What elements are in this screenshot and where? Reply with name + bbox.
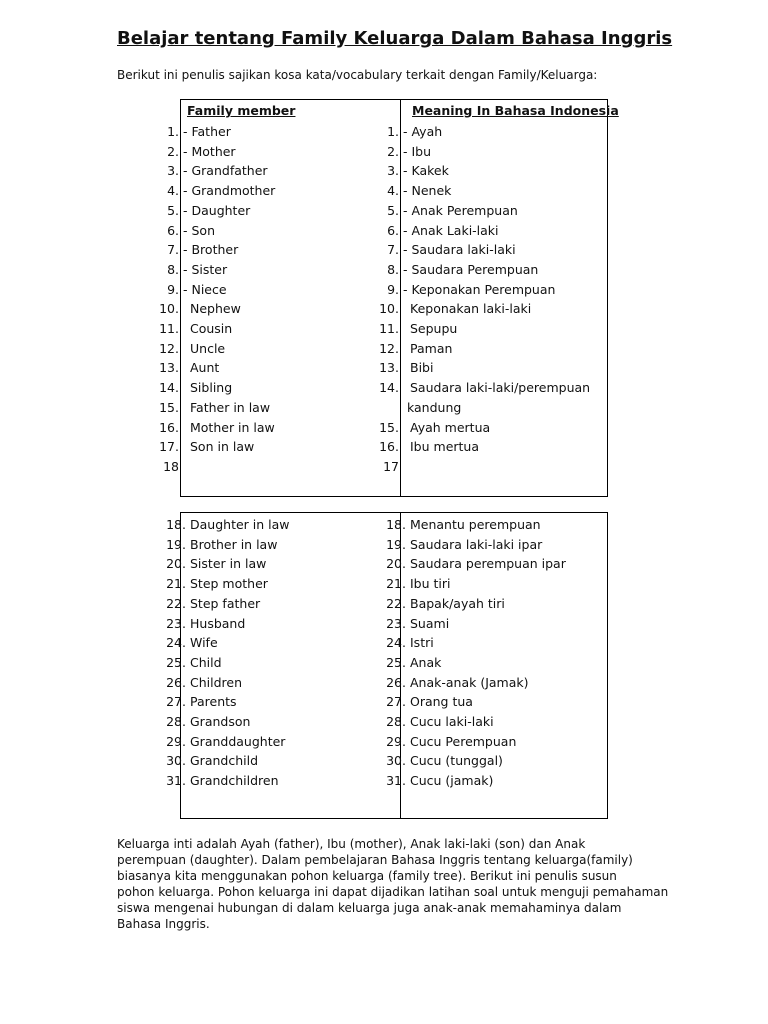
item-text: Parents xyxy=(190,694,237,710)
item-number: 8. xyxy=(167,261,179,277)
meaning-column xyxy=(181,513,607,818)
item-number: 29. xyxy=(386,733,406,749)
item-text: Orang tua xyxy=(410,694,473,710)
item-number: 24. xyxy=(166,635,186,651)
item-number: 20. xyxy=(166,556,186,572)
paragraph-line: pohon keluarga. Pohon keluarga ini dapat dijadikan latihan soal untuk menguji pemahaman xyxy=(117,885,669,899)
paragraph-line: biasanya kita menggunakan pohon keluarga (family tree). Berikut ini penulis susun xyxy=(117,869,617,883)
item-text: - Daughter xyxy=(183,202,251,218)
item-number: 10. xyxy=(159,301,179,317)
item-number: 4. xyxy=(167,183,179,199)
item-number: 6. xyxy=(387,222,399,238)
item-number: 5. xyxy=(387,202,399,218)
item-number: 12. xyxy=(379,340,399,356)
item-number: 5. xyxy=(167,202,179,218)
item-text: - Grandfather xyxy=(183,163,268,179)
item-text: Cucu Perempuan xyxy=(410,733,517,749)
item-text: Son in law xyxy=(190,439,255,455)
item-text: Granddaughter xyxy=(190,733,286,749)
item-number: 16. xyxy=(159,419,179,435)
item-text: - Nenek xyxy=(403,183,452,199)
item-text: Wife xyxy=(190,635,218,651)
item-number: 3. xyxy=(167,163,179,179)
item-text: Keponakan laki-laki xyxy=(410,301,532,317)
item-text: - Grandmother xyxy=(183,183,276,199)
item-text: Cucu (jamak) xyxy=(410,773,494,789)
item-text: Cousin xyxy=(190,321,233,336)
item-number: 11. xyxy=(159,321,179,336)
item-number: 30. xyxy=(386,753,406,769)
item-text: Uncle xyxy=(190,340,226,356)
paragraph-line: perempuan (daughter). Dalam pembelajaran Bahasa Inggris tentang keluarga(family) xyxy=(117,853,633,867)
item-number: 17 xyxy=(383,458,399,474)
item-number: 16. xyxy=(379,439,399,455)
item-number: 15. xyxy=(379,419,399,435)
item-text: Sepupu xyxy=(410,321,458,336)
item-text: Menantu perempuan xyxy=(410,517,541,532)
item-number: 15. xyxy=(159,399,179,415)
item-text: Cucu laki-laki xyxy=(410,714,494,729)
item-number: 20. xyxy=(386,556,406,572)
item-number: 13. xyxy=(379,360,399,376)
item-text: - Saudara laki-laki xyxy=(403,242,516,258)
item-text: Paman xyxy=(410,340,453,356)
vocabulary-table-2 xyxy=(166,512,608,819)
item-number: 29. xyxy=(166,733,186,749)
header-family-member: Family member xyxy=(187,103,296,118)
item-number: 14. xyxy=(379,380,399,396)
item-number: 18. xyxy=(166,517,186,532)
item-number: 23. xyxy=(166,615,186,631)
item-text: Child xyxy=(190,654,222,670)
item-text: Father in law xyxy=(190,399,271,415)
item-number: 19. xyxy=(386,536,406,552)
paragraph-line: Keluarga inti adalah Ayah (father), Ibu (mother), Anak laki-laki (son) dan Anak xyxy=(117,837,586,851)
item-number: 27. xyxy=(166,694,186,710)
item-text: Ayah mertua xyxy=(410,419,491,435)
item-number: 11. xyxy=(379,321,399,336)
item-number: 1. xyxy=(387,124,399,139)
item-number: 21. xyxy=(166,576,186,592)
item-number: 2. xyxy=(167,143,179,159)
item-text: - Ayah xyxy=(403,124,443,139)
item-number: 14. xyxy=(159,380,179,396)
item-text: Step mother xyxy=(190,576,268,592)
item-text: - Kakek xyxy=(403,163,449,179)
item-number: 4. xyxy=(387,183,399,199)
item-number: 1. xyxy=(167,124,179,139)
paragraph-line: Bahasa Inggris. xyxy=(117,917,210,931)
item-text: Sibling xyxy=(190,380,233,396)
item-text: Bibi xyxy=(410,360,434,376)
item-number: 28. xyxy=(386,714,406,729)
item-text: Cucu (tunggal) xyxy=(410,753,503,769)
item-number: 18 xyxy=(163,458,179,474)
item-text: - Father xyxy=(183,124,231,139)
item-number: 6. xyxy=(167,222,179,238)
item-number: 27. xyxy=(386,694,406,710)
item-number: 7. xyxy=(167,242,179,258)
item-text: - Anak Laki-laki xyxy=(403,222,499,238)
item-text: Saudara laki-laki ipar xyxy=(410,536,543,552)
item-text: - Brother xyxy=(183,242,239,258)
item-number: 9. xyxy=(387,281,399,297)
item-text: Suami xyxy=(410,615,450,631)
item-number: 18. xyxy=(386,517,406,532)
item-text: Ibu tiri xyxy=(410,576,451,592)
item-text: Nephew xyxy=(190,301,241,317)
item-number: 22. xyxy=(166,595,186,611)
item-text: kandung xyxy=(407,399,462,415)
item-number: 3. xyxy=(387,163,399,179)
item-text: Daughter in law xyxy=(190,517,290,532)
document-title: Belajar tentang Family Keluarga Dalam Bahasa Inggris xyxy=(117,28,673,49)
intro-text: Berikut ini penulis sajikan kosa kata/vocabulary terkait dengan Family/Keluarga: xyxy=(117,68,598,82)
item-text: - Saudara Perempuan xyxy=(403,261,539,277)
item-text: Anak xyxy=(410,654,442,670)
explanation-paragraph xyxy=(117,836,687,932)
item-text: Anak-anak (Jamak) xyxy=(410,674,529,690)
item-text: Grandchild xyxy=(190,753,259,769)
item-number: 31. xyxy=(386,773,406,789)
item-text: Istri xyxy=(410,635,434,651)
item-number: 28. xyxy=(166,714,186,729)
item-number: 19. xyxy=(166,536,186,552)
item-number: 8. xyxy=(387,261,399,277)
vocabulary-table-1 xyxy=(159,99,619,497)
item-text: - Keponakan Perempuan xyxy=(403,281,556,297)
item-text: Saudara perempuan ipar xyxy=(410,556,566,572)
item-number: 12. xyxy=(159,340,179,356)
paragraph-line: siswa mengenai hubungan di dalam keluarga juga anak-anak memahaminya dalam xyxy=(117,901,622,915)
item-number: 30. xyxy=(166,753,186,769)
meaning-column xyxy=(181,100,607,496)
item-text: - Niece xyxy=(183,281,227,297)
item-text: - Ibu xyxy=(403,143,432,159)
item-number: 25. xyxy=(386,654,406,670)
header-meaning: Meaning In Bahasa Indonesia xyxy=(412,103,619,118)
item-number: 17. xyxy=(159,439,179,455)
item-text: Grandson xyxy=(190,714,251,729)
item-number: 13. xyxy=(159,360,179,376)
item-text: Aunt xyxy=(190,360,220,376)
item-text: Brother in law xyxy=(190,536,278,552)
item-number: 7. xyxy=(387,242,399,258)
item-text: - Anak Perempuan xyxy=(403,202,518,218)
item-text: Bapak/ayah tiri xyxy=(410,595,505,611)
item-text: Mother in law xyxy=(190,419,275,435)
item-number: 22. xyxy=(386,595,406,611)
item-number: 26. xyxy=(166,674,186,690)
item-number: 25. xyxy=(166,654,186,670)
item-number: 10. xyxy=(379,301,399,317)
item-text: Ibu mertua xyxy=(410,439,480,455)
item-text: Grandchildren xyxy=(190,773,279,789)
item-number: 24. xyxy=(386,635,406,651)
item-text: Sister in law xyxy=(190,556,267,572)
item-text: Step father xyxy=(190,595,261,611)
item-text: - Son xyxy=(183,222,215,238)
item-number: 21. xyxy=(386,576,406,592)
item-text: - Sister xyxy=(183,261,228,277)
item-text: - Mother xyxy=(183,143,236,159)
item-number: 23. xyxy=(386,615,406,631)
item-number: 2. xyxy=(387,143,399,159)
item-number: 26. xyxy=(386,674,406,690)
item-number: 31. xyxy=(166,773,186,789)
item-text: Children xyxy=(190,674,243,690)
item-text: Saudara laki-laki/perempuan xyxy=(410,380,591,396)
item-text: Husband xyxy=(190,615,246,631)
item-number: 9. xyxy=(167,281,179,297)
